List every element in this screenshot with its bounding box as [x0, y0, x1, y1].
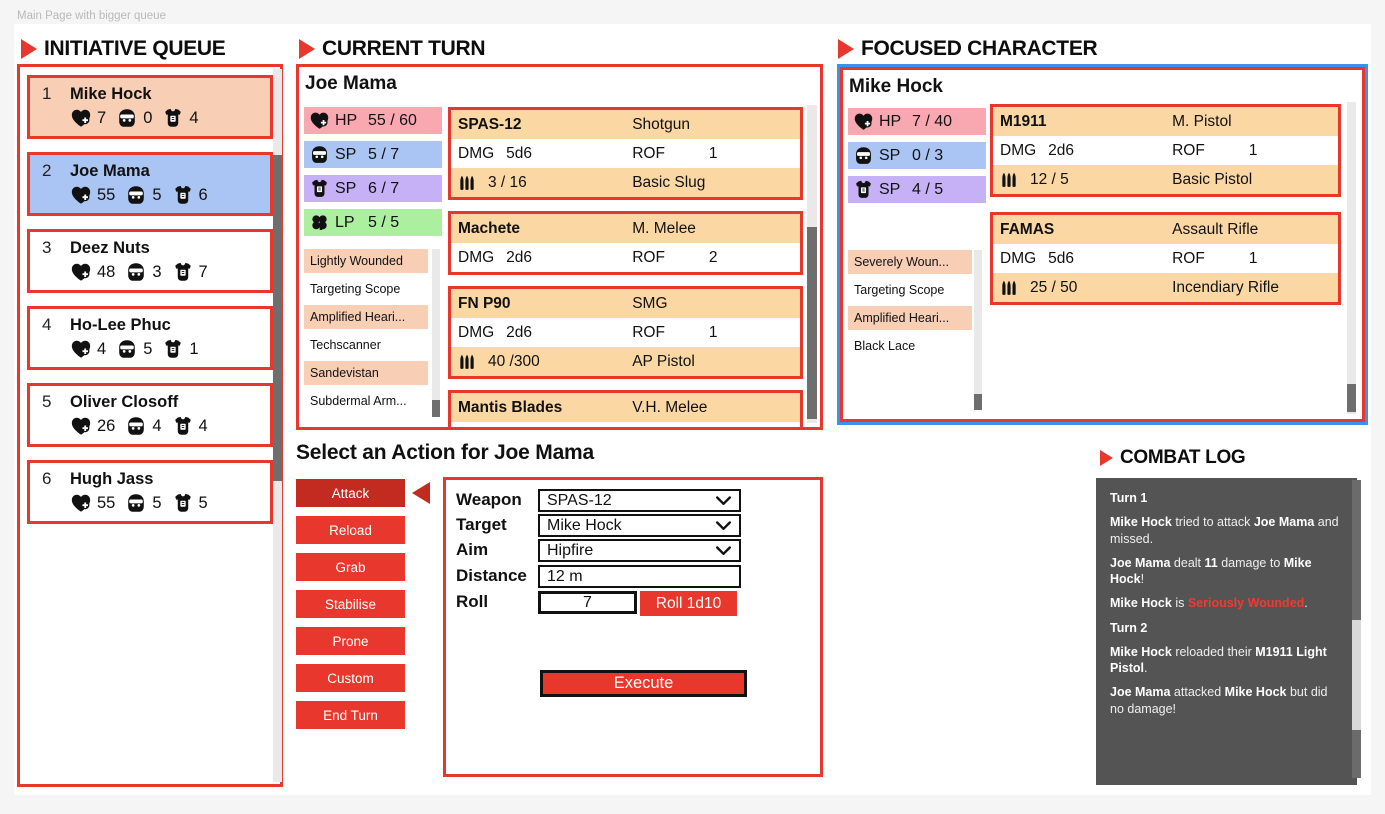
queue-name: Hugh Jass: [70, 470, 154, 488]
current-turn-panel: [296, 64, 823, 430]
head-armor-icon: [116, 338, 138, 360]
queue-position: 4: [42, 315, 52, 334]
section-arrow-icon: [21, 39, 37, 59]
weapons-scrollbar-track: [807, 105, 817, 423]
weapon-type: M. Pistol: [1172, 112, 1232, 130]
target-dropdown[interactable]: [538, 514, 741, 537]
status-scrollbar-track: [974, 250, 982, 410]
log-line: Joe Mama attacked Mike Hock but did no damage!: [1110, 685, 1328, 716]
stabilise-button[interactable]: Stabilise: [296, 590, 405, 618]
hp-icon: [853, 111, 874, 132]
head-sp-value: 0: [143, 108, 153, 127]
weapon-name: Mantis Blades: [458, 398, 563, 416]
status-item: Lightly Wounded: [304, 249, 428, 273]
body-armor-icon: [172, 492, 194, 514]
hp-chip: [848, 108, 986, 135]
weapon-group-famas: [990, 212, 1341, 305]
hp-icon: [70, 107, 92, 129]
dmg-value: 5d6: [1048, 249, 1075, 267]
body-armor-icon: [162, 338, 184, 360]
hp-icon: [70, 415, 92, 437]
weapons-scrollbar-thumb[interactable]: [807, 227, 817, 419]
body-armor-icon: [172, 415, 194, 437]
hp-value: 7: [97, 108, 107, 127]
weapon-type: Assault Rifle: [1172, 220, 1259, 238]
chevron-down-icon: [715, 519, 732, 533]
dmg-value: 2d6: [1048, 141, 1075, 159]
stat-value: 5 / 5: [368, 213, 400, 231]
hp-icon: [70, 184, 92, 206]
queue-card-deez-nuts[interactable]: [27, 229, 273, 293]
log-scrollbar-track: [1352, 480, 1361, 778]
queue-card-joe-mama[interactable]: [27, 152, 273, 216]
hp-icon: [70, 492, 92, 514]
queue-name: Deez Nuts: [70, 239, 150, 257]
weapon-group-fnp90: [448, 286, 803, 379]
log-line: Turn 1: [1110, 491, 1148, 505]
dmg-label: DMG: [1000, 141, 1037, 159]
head-armor-icon: [125, 261, 147, 283]
queue-name: Joe Mama: [70, 162, 150, 180]
status-item: Targeting Scope: [304, 277, 428, 301]
initiative-queue-panel: [17, 64, 283, 787]
queue-card-oliver-closoff[interactable]: [27, 383, 273, 447]
distance-value: 12 m: [547, 567, 583, 585]
status-item: Amplified Heari...: [304, 305, 428, 329]
focused-character-name: Mike Hock: [849, 76, 943, 97]
queue-scrollbar-track: [273, 69, 282, 782]
log-line: Turn 2: [1110, 620, 1148, 635]
action-form-panel: [443, 477, 823, 777]
status-item: Severely Woun...: [848, 250, 972, 274]
head-sp-value: 5: [152, 185, 162, 204]
end-turn-button[interactable]: End Turn: [296, 701, 405, 729]
body-sp-value: 4: [198, 416, 208, 435]
head-sp-value: 4: [152, 416, 162, 435]
weapon-type: Shotgun: [632, 115, 690, 133]
stat-label: SP: [879, 146, 901, 164]
ammo-icon: [1000, 278, 1018, 298]
hp-icon: [309, 110, 330, 131]
stat-value: 4 / 5: [912, 180, 944, 198]
weapon-name: SPAS-12: [458, 115, 522, 133]
weapons-scrollbar-track: [1347, 102, 1356, 414]
stat-label: SP: [335, 179, 357, 197]
rof-value: 1: [1248, 249, 1258, 267]
roll-1d10-button[interactable]: Roll 1d10: [640, 591, 737, 616]
hp-icon: [70, 261, 92, 283]
hp-value: 26: [97, 416, 116, 435]
weapon-dropdown[interactable]: [538, 489, 741, 512]
stat-label: HP: [335, 111, 358, 129]
hp-value: 55: [97, 185, 116, 204]
queue-name: Oliver Closoff: [70, 393, 179, 411]
rof-value: 1: [1248, 141, 1258, 159]
weapon-label: Weapon: [456, 490, 522, 509]
hp-value: 48: [97, 262, 116, 281]
status-item: Subdermal Arm...: [304, 389, 428, 413]
body-sp-value: 5: [198, 493, 208, 512]
aim-dropdown[interactable]: [538, 539, 741, 562]
body-armor-icon: [309, 178, 330, 199]
queue-position: 3: [42, 238, 52, 257]
distance-input[interactable]: [538, 565, 741, 588]
current-weapons-list: [448, 107, 803, 427]
focused-character-header: [838, 37, 1097, 61]
rof-label: ROF: [632, 248, 665, 266]
target-label: Target: [456, 515, 507, 534]
dmg-label: DMG: [458, 248, 495, 266]
body-armor-icon: [172, 261, 194, 283]
ammo-icon: [1000, 170, 1018, 190]
execute-button[interactable]: Execute: [540, 670, 747, 697]
rof-label: ROF: [1172, 141, 1205, 159]
body-sp-chip: [848, 176, 986, 203]
aim-label: Aim: [456, 540, 489, 559]
attack-button[interactable]: Attack: [296, 479, 405, 507]
head-armor-icon: [309, 144, 330, 165]
dmg-value: 5d6: [506, 144, 533, 162]
weapon-name: FN P90: [458, 294, 511, 312]
focused-character-title: FOCUSED CHARACTER: [861, 37, 1098, 60]
weapon-group-mantis-blades: [448, 390, 803, 427]
ammo-icon: [458, 173, 476, 193]
current-character-name: Joe Mama: [305, 73, 397, 94]
combat-log-header: [1100, 447, 1245, 469]
status-item: Targeting Scope: [848, 278, 972, 302]
ammo-value: 25 / 50: [1030, 278, 1078, 296]
status-item: Sandevistan: [304, 361, 428, 385]
reload-button[interactable]: Reload: [296, 516, 405, 544]
combat-log-lines: [1110, 490, 1343, 717]
stat-value: 0 / 3: [912, 146, 944, 164]
hp-icon: [70, 338, 92, 360]
stat-label: LP: [335, 213, 355, 231]
focused-weapons-list: [990, 104, 1341, 420]
body-sp-value: 6: [198, 185, 208, 204]
chevron-down-icon: [715, 494, 732, 508]
grab-button[interactable]: Grab: [296, 553, 405, 581]
dmg-value: 2d6: [506, 323, 533, 341]
dmg-label: DMG: [1000, 249, 1037, 267]
queue-card-hugh-jass[interactable]: [27, 460, 273, 524]
weapon-type: M. Melee: [632, 219, 696, 237]
status-scrollbar-track: [432, 249, 440, 417]
stat-value: 6 / 7: [368, 179, 400, 197]
weapon-name: FAMAS: [1000, 220, 1055, 238]
custom-button[interactable]: Custom: [296, 664, 405, 692]
status-scrollbar-thumb[interactable]: [432, 400, 440, 417]
rof-value: 1: [708, 144, 718, 162]
current-turn-header: [299, 37, 485, 61]
target-value: Mike Hock: [547, 516, 622, 534]
focused-character-panel: [837, 64, 1368, 425]
queue-position: 5: [42, 392, 52, 411]
stat-label: HP: [879, 112, 902, 130]
queue-card-ho-lee-phuc[interactable]: [27, 306, 273, 370]
aim-value: Hipfire: [547, 541, 594, 559]
body-sp-value: 1: [189, 339, 199, 358]
log-line: Mike Hock is Seriously Wounded.: [1110, 596, 1308, 611]
section-arrow-icon: [1100, 450, 1113, 466]
queue-card-mike-hock[interactable]: [27, 75, 273, 139]
luck-icon: [309, 212, 330, 233]
stat-value: 7 / 40: [912, 112, 953, 130]
weapon-group-spas12: [448, 107, 803, 200]
weapons-scrollbar-thumb[interactable]: [1347, 384, 1356, 412]
rof-label: ROF: [1172, 249, 1205, 267]
status-item: Techscanner: [304, 333, 428, 357]
head-armor-icon: [125, 415, 147, 437]
dmg-label: DMG: [458, 144, 495, 162]
weapon-type: SMG: [632, 294, 668, 312]
weapon-group-m1911: [990, 104, 1341, 197]
roll-input[interactable]: [538, 591, 637, 614]
head-sp-value: 3: [152, 262, 162, 281]
ammo-type: Basic Pistol: [1172, 170, 1253, 188]
dmg-value: 2d6: [506, 248, 533, 266]
prone-button[interactable]: Prone: [296, 627, 405, 655]
combat-log-box: [1096, 478, 1357, 785]
queue-name: Mike Hock: [70, 85, 152, 103]
head-sp-chip: [848, 142, 986, 169]
head-armor-icon: [853, 145, 874, 166]
hp-value: 55: [97, 493, 116, 512]
queue-position: 6: [42, 469, 52, 488]
stat-label: SP: [335, 145, 357, 163]
current-turn-title: CURRENT TURN: [322, 37, 486, 60]
body-sp-value: 4: [189, 108, 199, 127]
action-title: Select an Action for Joe Mama: [296, 441, 595, 464]
ammo-type: AP Pistol: [632, 352, 695, 370]
hp-value: 4: [97, 339, 107, 358]
roll-label: Roll: [456, 592, 489, 611]
rof-label: ROF: [632, 323, 665, 341]
body-sp-value: 7: [198, 262, 208, 281]
weapon-type: V.H. Melee: [632, 398, 708, 416]
rof-value: 2: [708, 248, 718, 266]
log-line: Mike Hock reloaded their M1911 Light Pistol.: [1110, 644, 1327, 675]
queue-name: Ho-Lee Phuc: [70, 316, 171, 334]
head-armor-icon: [125, 492, 147, 514]
roll-value: 7: [583, 593, 592, 611]
ammo-type: Incendiary Rifle: [1172, 278, 1279, 296]
rof-label: ROF: [632, 144, 665, 162]
log-line: Joe Mama dealt 11 damage to Mike Hock!: [1110, 555, 1312, 586]
distance-label: Distance: [456, 566, 527, 585]
queue-scrollbar-thumb[interactable]: [273, 155, 282, 481]
body-armor-icon: [172, 184, 194, 206]
queue-position: 2: [42, 161, 52, 180]
initiative-queue-title: INITIATIVE QUEUE: [44, 37, 226, 60]
section-arrow-icon: [299, 39, 315, 59]
weapon-value: SPAS-12: [547, 491, 612, 509]
chevron-down-icon: [715, 544, 732, 558]
rof-value: 1: [708, 323, 718, 341]
body-sp-chip: [304, 175, 442, 202]
log-line: Mike Hock tried to attack Joe Mama and missed.: [1110, 515, 1339, 546]
stat-label: SP: [879, 180, 901, 198]
stat-value: 5 / 7: [368, 145, 400, 163]
ammo-type: Basic Slug: [632, 173, 706, 191]
hp-chip: [304, 107, 442, 134]
status-item: Black Lace: [848, 334, 972, 358]
section-arrow-icon: [838, 39, 854, 59]
ammo-value: 40 /300: [488, 352, 540, 370]
head-sp-value: 5: [143, 339, 153, 358]
lp-chip: [304, 209, 442, 236]
head-armor-icon: [116, 107, 138, 129]
stat-value: 55 / 60: [368, 111, 417, 129]
page-label: Main Page with bigger queue: [17, 10, 166, 22]
body-armor-icon: [162, 107, 184, 129]
weapon-name: M1911: [1000, 112, 1047, 130]
initiative-queue-header: [21, 37, 226, 61]
weapon-name: Machete: [458, 219, 521, 237]
body-armor-icon: [853, 179, 874, 200]
queue-position: 1: [42, 84, 52, 103]
dmg-label: DMG: [458, 323, 495, 341]
log-scrollbar-thumb[interactable]: [1352, 620, 1361, 730]
ammo-icon: [458, 352, 476, 372]
status-item: Amplified Heari...: [848, 306, 972, 330]
weapon-group-machete: [448, 211, 803, 275]
status-scrollbar-thumb[interactable]: [974, 394, 982, 410]
combat-log-title: COMBAT LOG: [1120, 447, 1246, 468]
head-sp-chip: [304, 141, 442, 168]
head-armor-icon: [125, 184, 147, 206]
ammo-value: 3 / 16: [488, 173, 527, 191]
ammo-value: 12 / 5: [1030, 170, 1069, 188]
head-sp-value: 5: [152, 493, 162, 512]
selected-action-arrow-icon: [412, 482, 430, 504]
